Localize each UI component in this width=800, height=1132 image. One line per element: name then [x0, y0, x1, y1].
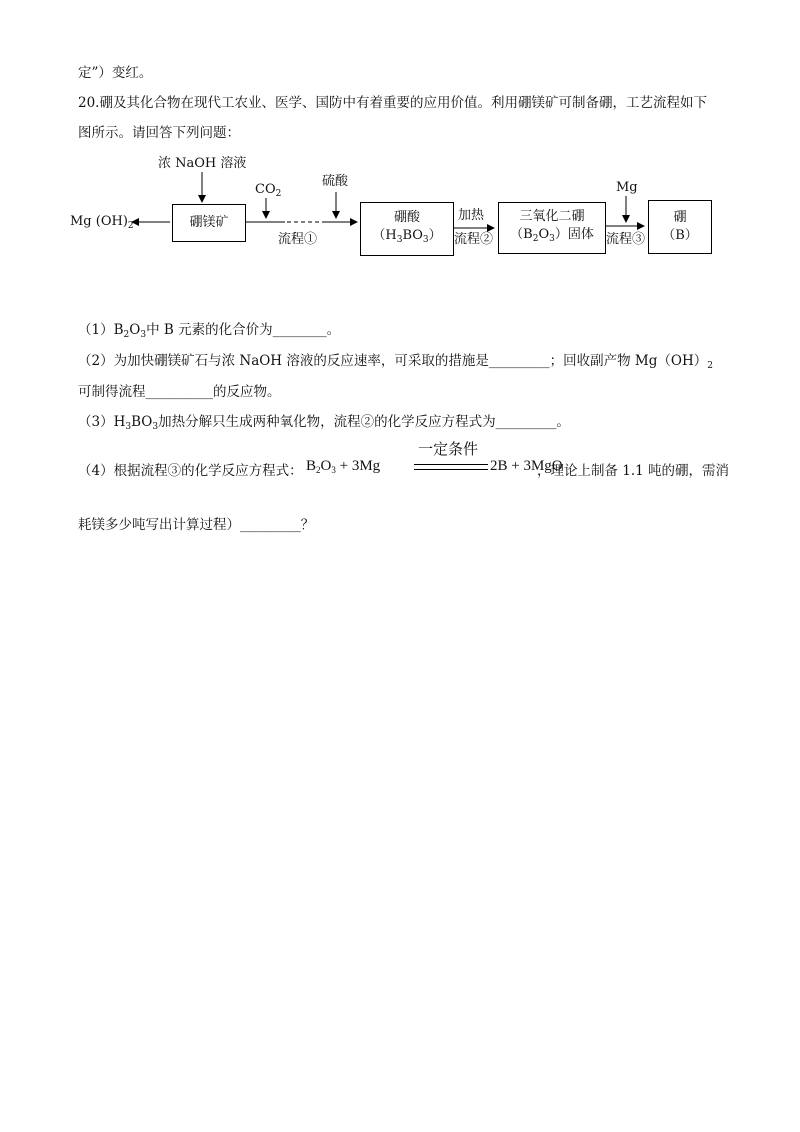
co2-text: CO	[255, 182, 276, 197]
q3-text-c: 加热分解只生成两种氧化物，流程②的化学反应方程式为_________。	[158, 414, 570, 430]
oxide-formula-sub2: 3	[549, 234, 555, 244]
question-stem-text-1: 20.硼及其化合物在现代工农业、医学、国防中有着重要的应用价值。利用硼镁矿可制备硼，工艺流程如下	[78, 95, 707, 111]
q1-text-b: O	[129, 322, 141, 338]
sub-question-3	[78, 413, 570, 436]
heat-label: 加热	[458, 208, 485, 223]
oxide-formula-b: O	[538, 227, 550, 242]
boric-formula-sub1: 3	[396, 235, 403, 245]
q3-sub1: 3	[125, 422, 132, 432]
boron-box	[648, 200, 712, 254]
question-stem-line-1	[78, 94, 707, 112]
oxide-formula-sub1: 2	[532, 234, 539, 244]
process-flow-diagram	[70, 150, 730, 275]
sub-question-4-line-2	[78, 516, 314, 534]
oxide-formula	[510, 226, 594, 248]
sub-question-1	[78, 321, 340, 344]
boric-formula-sub2: 3	[422, 235, 429, 245]
boron-formula: （B）	[662, 228, 698, 243]
q1-sub1: 2	[123, 330, 130, 340]
boron-name: 硼	[673, 210, 687, 225]
boric-acid-name: 硼酸	[393, 210, 420, 225]
ore-box	[172, 204, 246, 242]
oxide-name: 三氧化二硼	[519, 209, 585, 224]
eq-left-sub2: 3	[331, 465, 336, 475]
eq-left-sub1: 2	[316, 465, 321, 475]
q3-text-a: （3）H	[78, 414, 126, 430]
step1-label: 流程①	[278, 232, 318, 247]
q1-text-a: （1）B	[78, 322, 124, 338]
naoh-label: 浓 NaOH 溶液	[158, 156, 247, 171]
q3-sub2: 3	[152, 422, 159, 432]
boric-acid-formula	[372, 227, 441, 249]
sulfuric-label: 硫酸	[322, 174, 349, 189]
byproduct-subscript: 2	[127, 221, 134, 231]
boric-formula-b: BO	[402, 228, 423, 243]
question-stem-line-2	[78, 124, 240, 142]
q2-text-1: （2）为加快硼镁矿石与浓 NaOH 溶液的反应速率，可采取的措施是_________；回收副产物 Mg（OH）	[78, 353, 708, 369]
boric-acid-box	[360, 202, 454, 256]
co2-label	[255, 182, 281, 202]
boron-oxide-box	[498, 202, 606, 254]
q4-text-2: 耗镁多少吨写出计算过程）_________？	[78, 517, 315, 533]
byproduct-text: Mg (OH)	[70, 214, 128, 229]
eq-left-b: O	[320, 458, 332, 474]
boric-formula-c: ）	[428, 228, 442, 243]
sub-question-4-prefix	[78, 462, 303, 480]
step2-label: 流程②	[454, 232, 494, 247]
q4-suffix-text: ，理论上制备 1.1 吨的硼，需消	[537, 463, 730, 479]
mg-label: Mg	[616, 180, 638, 195]
question-stem-text-2: 图所示。请回答下列问题：	[78, 125, 240, 141]
previous-question-tail	[78, 64, 152, 82]
step3-label: 流程③	[606, 232, 646, 247]
reaction-equation	[306, 438, 563, 486]
byproduct-label	[70, 214, 134, 234]
boric-formula-a: （H	[372, 228, 397, 243]
q3-text-b: BO	[131, 414, 153, 430]
equation-left	[306, 458, 380, 475]
sub-question-2-line-2	[78, 383, 281, 401]
eq-left-a: B	[306, 458, 317, 474]
q1-sub2: 3	[140, 330, 147, 340]
equals-sign	[414, 464, 488, 470]
q4-prefix-text: （4）根据流程③的化学反应方程式：	[78, 463, 303, 479]
oxide-formula-c: ）固体	[554, 227, 594, 242]
equation-right: 2B + 3MgO	[490, 458, 563, 474]
oxide-formula-a: （B	[510, 227, 533, 242]
sub-question-2-line-1	[78, 352, 713, 375]
previous-tail-text: 定”）变红。	[78, 65, 153, 81]
q1-text-c: 中 B 元素的化合价为________。	[146, 322, 341, 338]
reaction-condition: 一定条件	[418, 442, 479, 458]
sub-question-4-suffix	[537, 462, 729, 480]
co2-subscript: 2	[275, 189, 282, 199]
ore-box-label: 硼镁矿	[189, 215, 229, 230]
eq-left-c: + 3Mg	[335, 458, 381, 474]
q2-sub: 2	[707, 361, 713, 371]
q2-text-2: 可制得流程__________的反应物。	[78, 384, 281, 400]
